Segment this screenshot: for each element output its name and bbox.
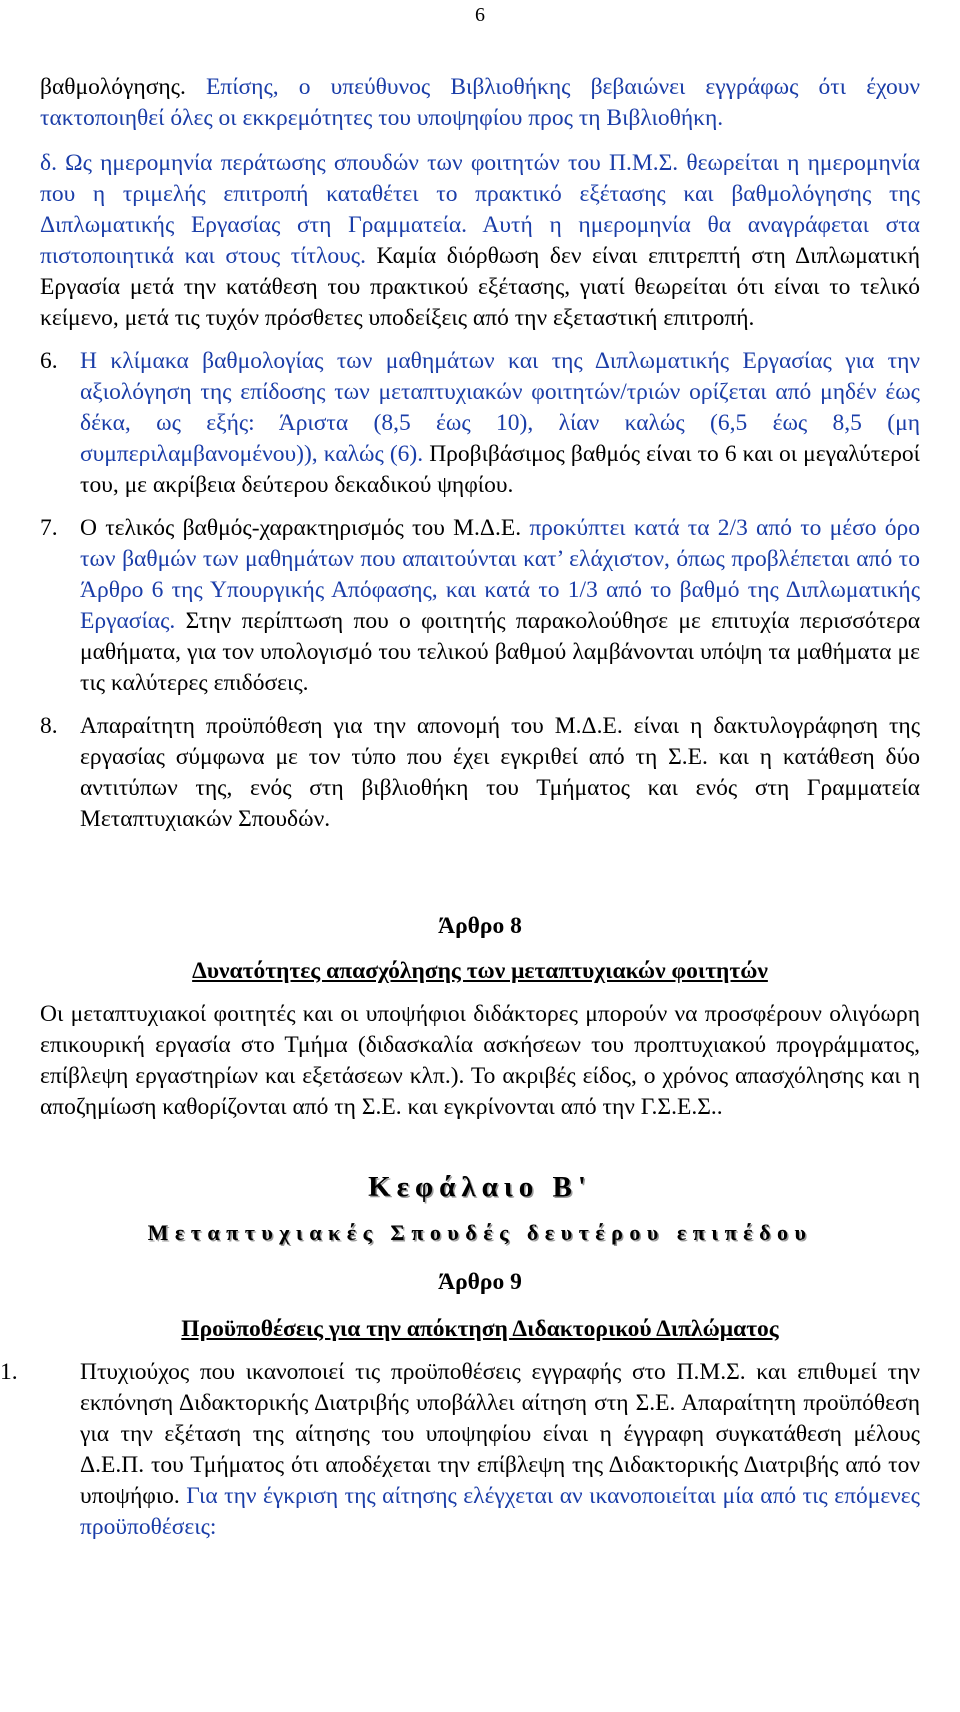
list-item-8: 8. Απαραίτητη προϋπόθεση για την απονομή του Μ.Δ.Ε. είναι η δακτυλογράφηση της εργασίας σύμφωνα με τον τύπο που έχει εγκριθεί από τη Σ.Ε. και η κατάθεση δύο αντιτύπων της, ενός στη βιβλιοθήκη του Τμήματος και ενός στη Γραμματεία Μεταπτυχιακών Σπουδών. (40, 713, 920, 832)
document-body (0, 72, 921, 1543)
list-number: 8. (40, 713, 58, 739)
article-8-subtitle: Δυνατότητες απασχόλησης των μεταπτυχιακών φοιτητών (192, 958, 768, 984)
revised-text: Για την έγκριση της αίτησης ελέγχεται αν ικανοποιείται μία από τις επόμενες προϋποθέσεις: (80, 1483, 920, 1540)
article-9-subtitle: Προϋποθέσεις για την απόκτηση Διδακτορικού Διπλώματος (181, 1316, 779, 1342)
paragraph-continuation: βαθμολόγησης. Επίσης, ο υπεύθυνος Βιβλιοθήκης βεβαιώνει εγγράφως ότι έχουν τακτοποιηθεί όλες οι εκκρεμότητες του υποψηφίου προς τη Βιβλιοθήκη. (40, 74, 920, 131)
chapter-title: Κεφάλαιο Β' (368, 1171, 592, 1203)
list-item-9-1: 1. Πτυχιούχος που ικανοποιεί τις προϋποθέσεις εγγραφής στο Π.Μ.Σ. και επιθυμεί την εκπόνηση Διδακτορικής Διατριβής υποβάλλει αίτηση στη Σ.Ε. Απαραίτητη προϋπόθεση για την εξέταση της αίτησης του υποψηφίου είναι η έγγραφη συγκατάθεση μέλους Δ.Ε.Π. του Τμήματος ότι αποδέχεται την επίβλεψη της Διδακτορικής Διατριβής από τον υποψήφιο. Για την έγκριση της αίτησης ελέγχεται αν ικανοποιείται μία από τις επόμενες προϋποθέσεις: (0, 1359, 920, 1540)
list-item-7: 7. Ο τελικός βαθμός-χαρακτηρισμός του Μ.Δ.Ε. προκύπτει κατά τα 2/3 από το μέσο όρο των βαθμών των μαθημάτων που απαιτούνται κατ’ ελάχιστον, όπως προβλέπεται από το Άρθρο 6 της Υπουργικής Απόφασης, και κατά το 1/3 από το βαθμό της Διπλωματικής Εργασίας. Στην περίπτωση που ο φοιτητής παρακολούθησε με επιτυχία περισσότερα μαθήματα, για τον υπολογισμό του τελικού βαθμού λαμβάνονται υπόψη τα μαθήματα με τις καλύτερες επιδόσεις. (40, 515, 921, 696)
article-8-body: Οι μεταπτυχιακοί φοιτητές και οι υποψήφιοι διδάκτορες μπορούν να προσφέρουν ολιγόωρη επικουρική εργασία στο Τμήμα (διδασκαλία ασκήσεων του προπτυχιακού προγράμματος, επίβλεψη εργαστηρίων και εξετάσεων κλπ.). Το ακριβές είδος, ο χρόνος απασχόλησης και η αποζημίωση καθορίζονται από τη Σ.Ε. και εγκρίνονται από την Γ.Σ.Ε.Σ.. (40, 1001, 920, 1120)
article-9-title: Άρθρο 9 (438, 1269, 522, 1295)
paragraph-delta: δ. Ως ημερομηνία περάτωσης σπουδών των φοιτητών του Π.Μ.Σ. θεωρείται η ημερομηνία που η τριμελής επιτροπή καταθέτει το πρακτικό εξέτασης και βαθμολόγησης της Διπλωματικής Εργασίας στη Γραμματεία. Αυτή η ημερομηνία θα αναγράφεται στα πιστοποιητικά και στους τίτλους. Καμία διόρθωση δεν είναι επιτρεπτή στη Διπλωματική Εργασία μετά την κατάθεση του πρακτικού εξέτασης, γιατί θεωρείται ότι είναι το τελικό κείμενο, μετά τις τυχόν πρόσθετες υποδείξεις από την εξεταστική επιτροπή. (40, 150, 920, 331)
list-number: 1. (0, 1359, 18, 1385)
revised-text: δ. Ως ημερομηνία περάτωσης σπουδών των φοιτητών του Π.Μ.Σ. θεωρείται η ημερομηνία που η τριμελής επιτροπή καταθέτει το πρακτικό εξέτασης και βαθμολόγησης της Διπλωματικής Εργασίας στη Γραμματεία. Αυτή η ημερομηνία θα αναγράφεται στα πιστοποιητικά και στους τίτλους. (40, 150, 920, 269)
list-number: 6. (40, 348, 58, 374)
revised-text: Η κλίμακα βαθμολογίας των μαθημάτων και της Διπλωματικής Εργασίας για την αξιολόγηση της επίδοσης των μεταπτυχιακών φοιτητών/τριών ορίζεται από μηδέν έως δέκα, ως εξής: Άριστα (8,5 έως 10), λίαν καλώς (6,5 έως 8,5 (μη συμπεριλαμβανομένου)), καλώς (6). (80, 348, 920, 467)
revised-text: Επίσης, ο υπεύθυνος Βιβλιοθήκης βεβαιώνει εγγράφως ότι έχουν τακτοποιηθεί όλες οι εκκρεμότητες του υποψηφίου προς τη Βιβλιοθήκη. (40, 74, 920, 131)
page-number: 6 (475, 4, 485, 26)
revised-text: προκύπτει κατά τα 2/3 από το μέσο όρο των βαθμών των μαθημάτων που απαιτούνται κατ’ ελάχιστον, όπως προβλέπεται από το Άρθρο 6 της Υπουργικής Απόφασης, και κατά το 1/3 από το βαθμό της Διπλωματικής Εργασίας. (80, 515, 920, 634)
article-8-title: Άρθρο 8 (438, 913, 522, 939)
list-item-6: 6. Η κλίμακα βαθμολογίας των μαθημάτων και της Διπλωματικής Εργασίας για την αξιολόγηση της επίδοσης των μεταπτυχιακών φοιτητών/τριών ορίζεται από μηδέν έως δέκα, ως εξής: Άριστα (8,5 έως 10), λίαν καλώς (6,5 έως 8,5 (μη συμπεριλαμβανομένου)), καλώς (6). Προβιβάσιμος βαθμός είναι το 6 και οι μεγαλύτεροί του, με ακρίβεια δεύτερου δεκαδικού ψηφίου. (40, 348, 920, 498)
chapter-subtitle: Μεταπτυχιακές Σπουδές δευτέρου επιπέδου (147, 1220, 813, 1245)
list-number: 7. (40, 515, 58, 541)
